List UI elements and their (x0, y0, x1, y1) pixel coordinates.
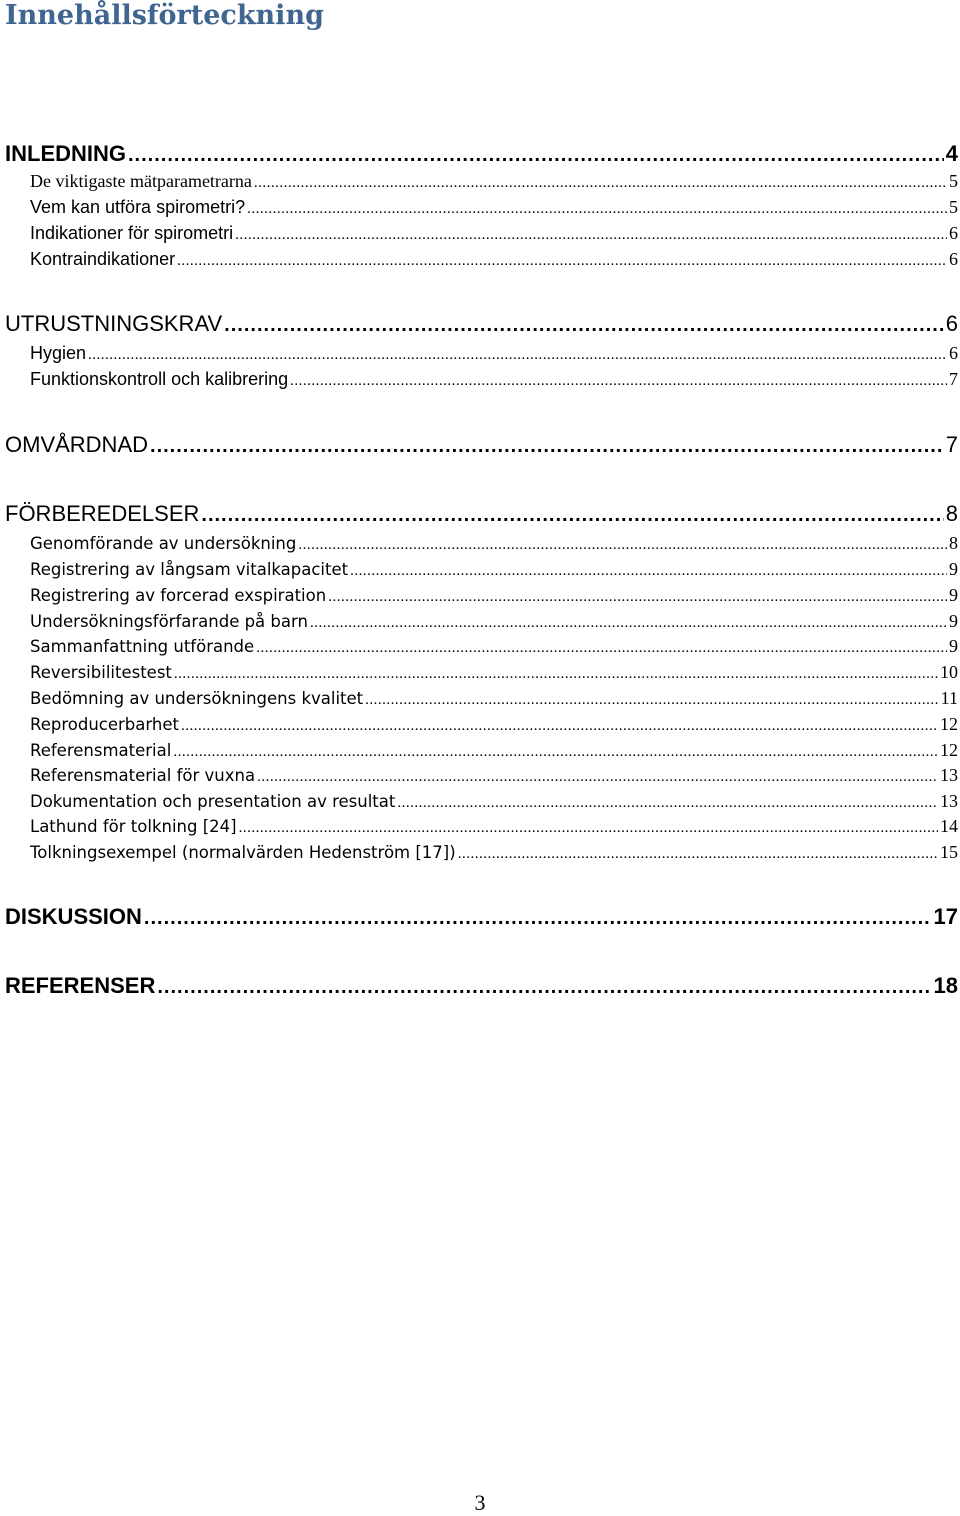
toc-entry-label: Dokumentation och presentation av resultat (30, 792, 396, 811)
toc-leader-dots (365, 692, 939, 709)
toc-leader-dots (181, 718, 938, 735)
toc-entry-label: Registrering av långsam vitalkapacitet (30, 560, 349, 579)
toc-leader-dots (310, 615, 947, 632)
toc-entry-label: Referensmaterial (30, 741, 172, 760)
toc-entry-genomforande[interactable] (30, 533, 958, 557)
toc-entry-label: OMVÅRDNAD (5, 432, 149, 457)
toc-entry-page: 4 (945, 141, 958, 166)
page-title: Innehållsförteckning (5, 0, 324, 31)
toc-leader-dots (144, 907, 932, 930)
toc-leader-dots (256, 640, 947, 657)
toc-leader-dots (157, 976, 931, 999)
toc-entry-page: 13 (940, 791, 958, 811)
toc-entry-label: Referensmaterial för vuxna (30, 766, 256, 785)
toc-entry-label: Funktionskontroll och kalibrering (30, 369, 289, 389)
toc-entry-page: 5 (949, 197, 958, 217)
toc-entry-lathund[interactable] (30, 816, 958, 840)
toc-entry-label: Vem kan utföra spirometri? (30, 197, 246, 217)
toc-entry-label: Lathund för tolkning [24] (30, 817, 237, 836)
toc-entry-page: 17 (933, 904, 958, 929)
toc-entry-page: 7 (945, 432, 958, 457)
toc-entry-page: 14 (940, 816, 958, 836)
toc-entry-label: Bedömning av undersökningens kvalitet (30, 689, 364, 708)
toc-entry-label: UTRUSTNINGSKRAV (5, 311, 223, 336)
toc-entry-referensmaterial-vuxna[interactable] (30, 765, 958, 789)
toc-entry-page: 9 (949, 636, 958, 656)
toc-entry-reversibilitetstest[interactable] (30, 662, 958, 686)
toc-leader-dots (128, 144, 944, 167)
toc-entry-referensmaterial[interactable] (30, 740, 958, 764)
toc-leader-dots (88, 347, 947, 364)
toc-entry-vem-kan[interactable] (30, 197, 958, 221)
toc-entry-label: DISKUSSION (5, 904, 142, 929)
toc-entry-page: 18 (933, 973, 958, 998)
toc-leader-dots (173, 744, 938, 761)
toc-entry-page: 8 (949, 533, 958, 553)
toc-entry-reproducerbarhet[interactable] (30, 714, 958, 738)
toc-entry-label: Kontraindikationer (30, 249, 176, 269)
toc-entry-page: 15 (940, 842, 958, 862)
toc-entry-tolkningsexempel[interactable] (30, 842, 958, 866)
toc-entry-langsam-vitalkapacitet[interactable] (30, 559, 958, 583)
toc-entry-forcerad-exspiration[interactable] (30, 585, 958, 609)
toc-entry-kontraindikationer[interactable] (30, 249, 958, 273)
toc-entry-page: 12 (940, 714, 958, 734)
toc-entry-label: FÖRBEREDELSER (5, 501, 200, 526)
toc-leader-dots (254, 175, 947, 192)
toc-entry-kvalitet[interactable] (30, 688, 958, 712)
toc-entry-page: 11 (940, 688, 958, 708)
toc-entry-page: 6 (945, 311, 958, 336)
toc-leader-dots (177, 253, 947, 270)
toc-leader-dots (257, 769, 938, 786)
toc-entry-hygien[interactable] (30, 343, 958, 367)
toc-entry-label: Undersökningsförfarande på barn (30, 612, 308, 631)
toc-entry-page: 9 (949, 585, 958, 605)
toc-entry-label: Indikationer för spirometri (30, 223, 234, 243)
toc-leader-dots (239, 820, 938, 837)
toc-leader-dots (298, 537, 947, 554)
toc-entry-omvardnad[interactable] (5, 432, 958, 462)
toc-leader-dots (201, 504, 943, 527)
toc-entry-page: 6 (949, 249, 958, 269)
page-number: 3 (474, 1490, 486, 1515)
toc-leader-dots (290, 373, 947, 390)
toc-entry-forberedelser[interactable] (5, 501, 958, 531)
toc-leader-dots (247, 201, 947, 218)
toc-entry-matparametrar[interactable] (30, 171, 958, 195)
toc-leader-dots (397, 795, 938, 812)
toc-entry-label: Genomförande av undersökning (30, 534, 297, 553)
toc-entry-label: Sammanfattning utförande (30, 637, 255, 656)
toc-entry-label: Reversibilitestest (30, 663, 172, 682)
toc-entry-dokumentation[interactable] (30, 791, 958, 815)
toc-leader-dots (224, 314, 944, 337)
toc-leader-dots (174, 666, 938, 683)
toc-entry-page: 6 (949, 343, 958, 363)
toc-entry-label: Registrering av forcerad exspiration (30, 586, 327, 605)
toc-entry-page: 12 (940, 740, 958, 760)
toc-leader-dots (350, 563, 947, 580)
toc-entry-page: 7 (949, 369, 958, 389)
toc-leader-dots (458, 846, 938, 863)
toc-entry-sammanfattning[interactable] (30, 636, 958, 660)
toc-entry-label: REFERENSER (5, 973, 156, 998)
toc-entry-page: 9 (949, 559, 958, 579)
toc-entry-inledning[interactable] (5, 141, 958, 171)
toc-entry-utrustningskrav[interactable] (5, 311, 958, 341)
toc-entry-label: De viktigaste mätparametrarna (30, 171, 252, 191)
toc-entry-barn[interactable] (30, 611, 958, 635)
toc-entry-page: 5 (949, 171, 958, 191)
toc-entry-label: Reproducerbarhet (30, 715, 179, 734)
toc-entry-page: 9 (949, 611, 958, 631)
toc-leader-dots (328, 589, 947, 606)
toc-entry-label: Tolkningsexempel (normalvärden Hedenström [17]) (30, 843, 456, 862)
toc-leader-dots (150, 435, 944, 458)
toc-entry-page: 13 (940, 765, 958, 785)
toc-leader-dots (235, 227, 947, 244)
toc-entry-label: INLEDNING (5, 141, 126, 166)
toc-entry-referenser[interactable] (5, 973, 958, 1003)
toc-entry-indikationer[interactable] (30, 223, 958, 247)
toc-entry-page: 10 (940, 662, 958, 682)
toc-entry-diskussion[interactable] (5, 904, 958, 934)
toc-entry-funktionskontroll[interactable] (30, 369, 958, 393)
toc-entry-page: 8 (945, 501, 958, 526)
toc-entry-page: 6 (949, 223, 958, 243)
toc-entry-label: Hygien (30, 343, 87, 363)
